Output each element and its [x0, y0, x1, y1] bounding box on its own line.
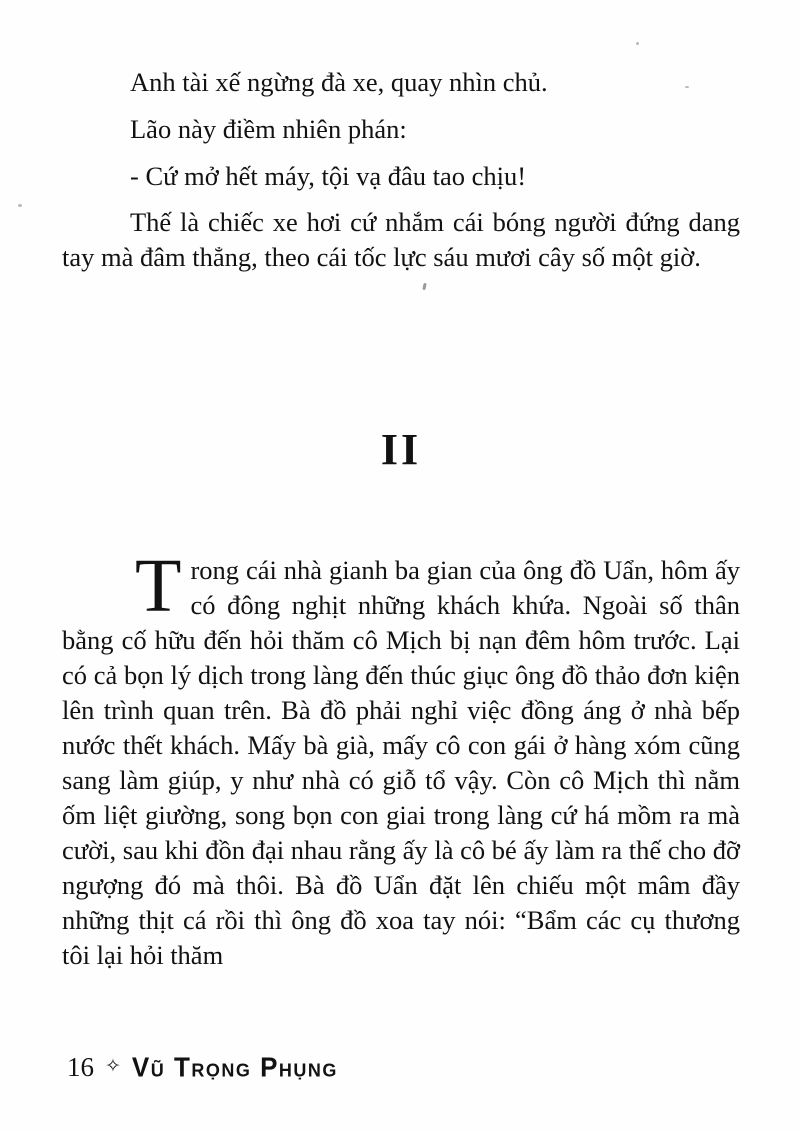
paragraph-4: Thế là chiếc xe hơi cứ nhắm cái bóng người đứng dang tay mà đâm thẳng, theo cái tốc lực sáu mươi cây số một giờ.	[62, 207, 740, 272]
paragraph-1: Anh tài xế ngừng đà xe, quay nhìn chủ.	[130, 67, 548, 97]
paragraph-2: Lão này điềm nhiên phán:	[130, 114, 407, 144]
chapter-opening-paragraph	[62, 544, 740, 973]
scan-speck	[636, 42, 639, 45]
chapter-opening-text: rong cái nhà gianh ba gian của ông đồ Uẩn, hôm ấy có đông nghịt những khách khứa. Ngoài số thân bằng cố hữu đến hỏi thăm cô Mịch bị nạn đêm hôm trước. Lại có cả bọn lý dịch trong làng đến thúc giục ông đồ thảo đơn kiện lên trình quan trên. Bà đồ phải nghỉ việc đồng áng ở nhà bếp nước thết khách. Mấy bà già, mấy cô con gái ở hàng xóm cũng sang làm giúp, y như nhà có giỗ tổ vậy. Còn cô Mịch thì nằm ốm liệt giường, song bọn con giai trong làng cứ há mồm ra mà cười, sau khi đồn đại nhau rằng ấy là cô bé ấy làm ra thế cho đỡ ngượng đó mà thôi. Bà đồ Uẩn đặt lên chiếu một mâm đầy những thịt cá rồi thì ông đồ xoa tay nói: “Bẩm các cụ thương tôi lại hỏi thăm	[62, 555, 740, 970]
page-number: 16	[67, 1052, 94, 1082]
drop-cap-letter: T	[135, 544, 182, 628]
chapter-number-heading: II	[380, 425, 422, 474]
paragraph-3-dialogue: - Cứ mở hết máy, tội vạ đâu tao chịu!	[130, 161, 527, 191]
page-footer	[67, 1052, 338, 1082]
scan-speck	[685, 86, 689, 88]
scan-speck	[18, 204, 22, 207]
diamond-separator-icon: ✧	[105, 1055, 121, 1077]
running-title-author: Vũ Trọng Phụng	[131, 1051, 338, 1083]
